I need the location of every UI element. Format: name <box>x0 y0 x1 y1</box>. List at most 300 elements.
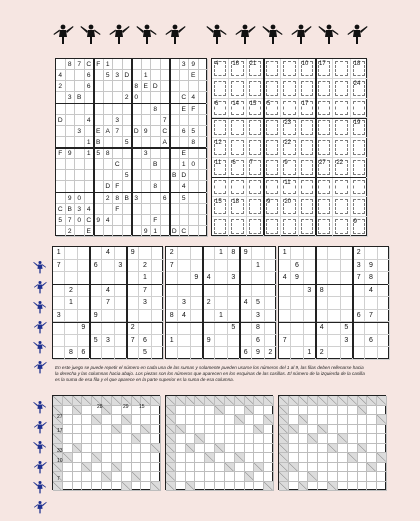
sudoku-cell[interactable] <box>203 310 215 323</box>
sudoku-cell[interactable]: 5 <box>228 322 240 335</box>
kakuro-cell[interactable] <box>254 482 264 492</box>
sudoku-cell[interactable]: 7 <box>166 260 178 273</box>
kakuro-cell[interactable] <box>141 434 151 444</box>
sudoku-cell[interactable] <box>78 260 90 273</box>
sudoku-cell[interactable] <box>191 310 203 323</box>
hex-sudoku-cell[interactable]: 2 <box>104 193 114 204</box>
sudoku-cell[interactable] <box>115 285 127 298</box>
sudoku-cell[interactable] <box>215 260 227 273</box>
kakuro-cell[interactable] <box>195 406 205 416</box>
sudoku-cell[interactable] <box>166 322 178 335</box>
hex-sudoku-cell[interactable] <box>170 159 180 170</box>
kakuro-cell[interactable] <box>82 482 92 492</box>
hex-sudoku-cell[interactable] <box>199 170 209 181</box>
sudoku-cell[interactable] <box>365 297 377 310</box>
sudoku-cell[interactable] <box>78 310 90 323</box>
sudoku-cell[interactable] <box>228 260 240 273</box>
sudoku-cell[interactable]: 4 <box>365 285 377 298</box>
sudoku-cell[interactable] <box>341 297 353 310</box>
kakuro-cell[interactable] <box>254 453 264 463</box>
hex-sudoku-cell[interactable] <box>199 70 209 81</box>
killer-sudoku-cell[interactable] <box>247 217 264 237</box>
kakuro-cell[interactable] <box>289 434 299 444</box>
kakuro-cell[interactable] <box>151 434 161 444</box>
sudoku-cell[interactable]: 7 <box>139 285 151 298</box>
kakuro-cell[interactable] <box>264 453 274 463</box>
sudoku-cell[interactable] <box>316 260 328 273</box>
kakuro-cell[interactable] <box>225 425 235 435</box>
sudoku-cell[interactable] <box>328 247 340 260</box>
hex-sudoku-cell[interactable] <box>66 104 76 115</box>
kakuro-cell[interactable] <box>102 453 112 463</box>
kakuro-cell[interactable] <box>328 472 338 482</box>
kakuro-cell[interactable] <box>358 415 368 425</box>
sudoku-cell[interactable] <box>53 285 65 298</box>
kakuro-cell[interactable] <box>141 444 151 454</box>
hex-sudoku-cell[interactable]: C <box>85 215 95 226</box>
killer-sudoku-cell[interactable] <box>299 118 316 138</box>
sudoku-cell[interactable] <box>279 322 291 335</box>
sudoku-cell[interactable] <box>316 247 328 260</box>
sudoku-cell[interactable] <box>228 297 240 310</box>
sudoku-cell[interactable]: 5 <box>90 335 102 348</box>
sudoku-cell[interactable] <box>102 272 114 285</box>
hex-sudoku-cell[interactable] <box>94 193 104 204</box>
sudoku-cell[interactable] <box>65 310 77 323</box>
sudoku-cell[interactable]: 2 <box>353 247 365 260</box>
sudoku-cell[interactable] <box>127 285 139 298</box>
sudoku-cell[interactable] <box>341 247 353 260</box>
sudoku-cell[interactable] <box>265 322 277 335</box>
hex-sudoku-cell[interactable] <box>151 126 161 137</box>
kakuro-cell[interactable] <box>186 434 196 444</box>
hex-sudoku-cell[interactable]: 5 <box>123 170 133 181</box>
hex-sudoku-cell[interactable]: 9 <box>94 215 104 226</box>
hex-sudoku-cell[interactable] <box>189 215 199 226</box>
sudoku-cell[interactable]: 9 <box>203 335 215 348</box>
hex-sudoku-cell[interactable] <box>104 81 114 92</box>
hex-sudoku-cell[interactable] <box>199 204 209 215</box>
sudoku-cell[interactable]: 3 <box>228 272 240 285</box>
killer-sudoku-cell[interactable] <box>281 79 298 99</box>
kakuro-cell[interactable] <box>264 434 274 444</box>
kakuro-cell[interactable] <box>299 425 309 435</box>
killer-sudoku-cell[interactable] <box>247 118 264 138</box>
sudoku-cell[interactable] <box>78 335 90 348</box>
hex-sudoku-cell[interactable]: F <box>113 204 123 215</box>
killer-sudoku-cell[interactable] <box>229 217 246 237</box>
hex-sudoku-cell[interactable] <box>189 148 199 159</box>
sudoku-cell[interactable]: 3 <box>341 335 353 348</box>
hex-sudoku-cell[interactable]: 9 <box>142 226 152 237</box>
sudoku-cell[interactable] <box>378 247 390 260</box>
kakuro-cell[interactable] <box>141 415 151 425</box>
hex-sudoku-cell[interactable] <box>189 204 199 215</box>
hex-sudoku-cell[interactable]: 4 <box>180 181 190 192</box>
sudoku-cell[interactable] <box>203 322 215 335</box>
kakuro-cell[interactable] <box>186 472 196 482</box>
killer-sudoku-cell[interactable] <box>316 118 333 138</box>
kakuro-cell[interactable] <box>264 406 274 416</box>
hex-sudoku-cell[interactable]: A <box>161 137 171 148</box>
sudoku-cell[interactable]: 4 <box>203 272 215 285</box>
hex-sudoku-cell[interactable] <box>66 115 76 126</box>
killer-sudoku-cell[interactable] <box>316 178 333 198</box>
hex-sudoku-cell[interactable] <box>199 148 209 159</box>
hex-sudoku-cell[interactable]: B <box>66 204 76 215</box>
sudoku-cell[interactable] <box>127 347 139 360</box>
kakuro-cell[interactable] <box>318 415 328 425</box>
kakuro-cell[interactable] <box>151 425 161 435</box>
kakuro-cell[interactable] <box>112 453 122 463</box>
kakuro-cell[interactable] <box>82 472 92 482</box>
hex-sudoku-cell[interactable] <box>94 170 104 181</box>
hex-sudoku-cell[interactable]: B <box>170 170 180 181</box>
kakuro-cell[interactable] <box>215 463 225 473</box>
kakuro-cell[interactable] <box>73 463 83 473</box>
killer-sudoku-cell[interactable] <box>264 59 281 79</box>
sudoku-cell[interactable] <box>265 260 277 273</box>
hex-sudoku-cell[interactable]: 8 <box>151 181 161 192</box>
kakuro-cell[interactable] <box>176 472 186 482</box>
sudoku-cell[interactable] <box>316 335 328 348</box>
sudoku-cell[interactable] <box>127 310 139 323</box>
sudoku-cell[interactable]: 6 <box>90 260 102 273</box>
hex-sudoku-cell[interactable]: 2 <box>123 92 133 103</box>
killer-sudoku-cell[interactable] <box>333 178 350 198</box>
kakuro-cell[interactable] <box>235 406 245 416</box>
kakuro-cell[interactable] <box>235 482 245 492</box>
kakuro-cell[interactable] <box>186 425 196 435</box>
kakuro-cell[interactable] <box>112 415 122 425</box>
sudoku-cell[interactable]: 1 <box>252 260 264 273</box>
sudoku-cell[interactable] <box>191 297 203 310</box>
sudoku-cell[interactable]: 4 <box>102 247 114 260</box>
kakuro-cell[interactable] <box>176 453 186 463</box>
hex-sudoku-cell[interactable]: C <box>180 92 190 103</box>
killer-sudoku-cell[interactable] <box>212 178 229 198</box>
sudoku-cell[interactable] <box>152 335 164 348</box>
killer-sudoku-cell[interactable] <box>351 197 368 217</box>
kakuro-cell[interactable] <box>112 482 122 492</box>
kakuro-cell[interactable] <box>141 482 151 492</box>
hex-sudoku-cell[interactable] <box>180 204 190 215</box>
sudoku-cell[interactable] <box>353 335 365 348</box>
kakuro-cell[interactable] <box>215 472 225 482</box>
kakuro-cell[interactable] <box>82 434 92 444</box>
kakuro-cell[interactable] <box>318 444 328 454</box>
hex-sudoku-cell[interactable]: 9 <box>66 148 76 159</box>
hex-sudoku-cell[interactable] <box>104 115 114 126</box>
sudoku-cell[interactable] <box>191 347 203 360</box>
kakuro-cell[interactable] <box>264 463 274 473</box>
sudoku-cell[interactable]: 7 <box>279 335 291 348</box>
kakuro-cell[interactable] <box>73 453 83 463</box>
sudoku-cell[interactable]: 2 <box>316 347 328 360</box>
hex-sudoku-cell[interactable] <box>113 104 123 115</box>
sudoku-cell[interactable] <box>152 347 164 360</box>
hex-sudoku-cell[interactable] <box>66 81 76 92</box>
sudoku-cell[interactable] <box>178 335 190 348</box>
kakuro-cell[interactable] <box>195 425 205 435</box>
hex-sudoku-cell[interactable] <box>189 81 199 92</box>
sudoku-cell[interactable] <box>365 322 377 335</box>
killer-sudoku-cell[interactable] <box>229 118 246 138</box>
kakuro-cell[interactable] <box>318 453 328 463</box>
sudoku-cell[interactable] <box>203 347 215 360</box>
hex-sudoku-cell[interactable] <box>142 104 152 115</box>
sudoku-cell[interactable]: 8 <box>365 272 377 285</box>
sudoku-cell[interactable] <box>291 347 303 360</box>
killer-sudoku-cell[interactable] <box>299 197 316 217</box>
kakuro-cell[interactable] <box>308 406 318 416</box>
hex-sudoku-cell[interactable] <box>151 59 161 70</box>
hex-sudoku-cell[interactable] <box>170 81 180 92</box>
kakuro-cell[interactable] <box>102 482 112 492</box>
killer-sudoku-cell[interactable] <box>351 158 368 178</box>
kakuro-cell[interactable] <box>289 482 299 492</box>
kakuro-cell[interactable] <box>254 434 264 444</box>
sudoku-cell[interactable] <box>316 310 328 323</box>
kakuro-cell[interactable] <box>308 444 318 454</box>
sudoku-cell[interactable] <box>53 322 65 335</box>
hex-sudoku-cell[interactable]: 3 <box>75 126 85 137</box>
sudoku-cell[interactable] <box>353 322 365 335</box>
kakuro-cell[interactable] <box>328 415 338 425</box>
kakuro-cell[interactable] <box>338 415 348 425</box>
hex-sudoku-cell[interactable]: 3 <box>66 92 76 103</box>
kakuro-cell[interactable] <box>348 415 358 425</box>
hex-sudoku-cell[interactable] <box>94 104 104 115</box>
hex-sudoku-cell[interactable] <box>75 104 85 115</box>
kakuro-cell[interactable] <box>308 453 318 463</box>
kakuro-cell[interactable] <box>348 463 358 473</box>
hex-sudoku-cell[interactable]: 8 <box>113 193 123 204</box>
killer-sudoku-cell[interactable] <box>333 59 350 79</box>
sudoku-cell[interactable] <box>240 310 252 323</box>
killer-sudoku-cell[interactable] <box>212 79 229 99</box>
sudoku-cell[interactable] <box>166 272 178 285</box>
kakuro-cell[interactable] <box>225 482 235 492</box>
sudoku-cell[interactable]: 6 <box>291 260 303 273</box>
hex-sudoku-cell[interactable]: E <box>189 70 199 81</box>
hex-sudoku-cell[interactable] <box>104 170 114 181</box>
hex-sudoku-cell[interactable]: F <box>56 148 66 159</box>
sudoku-cell[interactable]: 4 <box>240 297 252 310</box>
hex-sudoku-cell[interactable] <box>104 204 114 215</box>
sudoku-cell[interactable] <box>178 260 190 273</box>
sudoku-cell[interactable]: 9 <box>90 310 102 323</box>
sudoku-cell[interactable] <box>353 347 365 360</box>
hex-sudoku-cell[interactable] <box>199 115 209 126</box>
kakuro-cell[interactable] <box>102 444 112 454</box>
sudoku-cell[interactable] <box>304 260 316 273</box>
hex-sudoku-cell[interactable] <box>199 126 209 137</box>
hex-sudoku-cell[interactable] <box>75 115 85 126</box>
kakuro-cell[interactable] <box>377 434 387 444</box>
sudoku-cell[interactable]: 2 <box>139 260 151 273</box>
hex-sudoku-cell[interactable]: 8 <box>66 59 76 70</box>
kakuro-cell[interactable] <box>186 406 196 416</box>
kakuro-cell[interactable] <box>63 482 73 492</box>
hex-sudoku-cell[interactable] <box>56 170 66 181</box>
sudoku-cell[interactable]: 3 <box>353 260 365 273</box>
hex-sudoku-cell[interactable] <box>199 81 209 92</box>
kakuro-cell[interactable] <box>367 453 377 463</box>
sudoku-cell[interactable] <box>102 322 114 335</box>
kakuro-cell[interactable] <box>235 425 245 435</box>
sudoku-cell[interactable] <box>341 310 353 323</box>
hex-sudoku-cell[interactable]: D <box>123 70 133 81</box>
kakuro-cell[interactable] <box>112 434 122 444</box>
sudoku-cell[interactable] <box>341 285 353 298</box>
hex-sudoku-cell[interactable] <box>170 126 180 137</box>
killer-sudoku-cell[interactable] <box>316 217 333 237</box>
sudoku-cell[interactable] <box>304 322 316 335</box>
hex-sudoku-cell[interactable] <box>142 115 152 126</box>
kakuro-cell[interactable] <box>348 406 358 416</box>
hex-sudoku-cell[interactable] <box>189 170 199 181</box>
kakuro-cell[interactable] <box>235 463 245 473</box>
hex-sudoku-cell[interactable] <box>170 104 180 115</box>
killer-sudoku-cell[interactable] <box>316 79 333 99</box>
killer-sudoku-cell[interactable] <box>247 138 264 158</box>
hex-sudoku-cell[interactable]: 5 <box>104 70 114 81</box>
hex-sudoku-cell[interactable] <box>66 70 76 81</box>
hex-sudoku-cell[interactable] <box>75 226 85 237</box>
sudoku-cell[interactable] <box>152 297 164 310</box>
hex-sudoku-cell[interactable] <box>170 59 180 70</box>
kakuro-cell[interactable] <box>367 444 377 454</box>
hex-sudoku-cell[interactable]: 3 <box>142 148 152 159</box>
sudoku-cell[interactable]: 7 <box>53 260 65 273</box>
hex-sudoku-cell[interactable]: 5 <box>123 137 133 148</box>
kakuro-cell[interactable] <box>73 434 83 444</box>
kakuro-cell[interactable] <box>112 472 122 482</box>
hex-sudoku-cell[interactable]: 1 <box>104 59 114 70</box>
sudoku-cell[interactable] <box>341 272 353 285</box>
kakuro-cell[interactable] <box>225 444 235 454</box>
sudoku-cell[interactable]: 8 <box>228 247 240 260</box>
kakuro-cell[interactable] <box>205 434 215 444</box>
sudoku-cell[interactable] <box>215 297 227 310</box>
kakuro-cell[interactable] <box>92 425 102 435</box>
hex-sudoku-cell[interactable] <box>132 70 142 81</box>
hex-sudoku-cell[interactable] <box>199 59 209 70</box>
sudoku-cell[interactable] <box>291 322 303 335</box>
kakuro-cell[interactable] <box>377 425 387 435</box>
hex-sudoku-cell[interactable]: B <box>75 92 85 103</box>
kakuro-cell[interactable] <box>254 406 264 416</box>
hex-sudoku-cell[interactable] <box>132 159 142 170</box>
sudoku-cell[interactable]: 6 <box>365 335 377 348</box>
sudoku-cell[interactable] <box>152 310 164 323</box>
hex-sudoku-cell[interactable] <box>189 115 199 126</box>
sudoku-cell[interactable] <box>328 272 340 285</box>
sudoku-cell[interactable] <box>90 247 102 260</box>
hex-sudoku-cell[interactable]: 2 <box>56 81 66 92</box>
sudoku-cell[interactable] <box>78 272 90 285</box>
kakuro-cell[interactable] <box>102 425 112 435</box>
kakuro-cell[interactable] <box>377 463 387 473</box>
kakuro-cell[interactable] <box>186 453 196 463</box>
killer-sudoku-cell[interactable] <box>333 197 350 217</box>
kakuro-cell[interactable] <box>338 472 348 482</box>
kakuro-cell[interactable] <box>358 425 368 435</box>
killer-sudoku-cell[interactable] <box>351 99 368 119</box>
killer-sudoku-cell[interactable] <box>264 158 281 178</box>
killer-sudoku-cell[interactable] <box>316 197 333 217</box>
sudoku-cell[interactable] <box>378 335 390 348</box>
hex-sudoku-cell[interactable]: 7 <box>75 59 85 70</box>
kakuro-cell[interactable] <box>195 453 205 463</box>
killer-sudoku-cell[interactable] <box>316 138 333 158</box>
hex-sudoku-cell[interactable] <box>189 226 199 237</box>
hex-sudoku-cell[interactable] <box>180 70 190 81</box>
killer-sudoku-cell[interactable] <box>299 158 316 178</box>
hex-sudoku-cell[interactable]: D <box>170 226 180 237</box>
sudoku-cell[interactable]: 4 <box>279 272 291 285</box>
hex-sudoku-cell[interactable] <box>151 170 161 181</box>
sudoku-cell[interactable] <box>90 322 102 335</box>
hex-sudoku-cell[interactable] <box>142 193 152 204</box>
hex-sudoku-cell[interactable]: C <box>85 59 95 70</box>
kakuro-cell[interactable] <box>235 434 245 444</box>
hex-sudoku-cell[interactable]: 6 <box>85 70 95 81</box>
hex-sudoku-cell[interactable] <box>56 226 66 237</box>
kakuro-cell[interactable] <box>299 406 309 416</box>
hex-sudoku-cell[interactable]: C <box>113 159 123 170</box>
sudoku-cell[interactable] <box>316 297 328 310</box>
killer-sudoku-cell[interactable] <box>299 79 316 99</box>
killer-sudoku-cell[interactable] <box>247 79 264 99</box>
hex-sudoku-cell[interactable]: 5 <box>180 193 190 204</box>
sudoku-cell[interactable] <box>240 285 252 298</box>
sudoku-cell[interactable] <box>115 347 127 360</box>
hex-sudoku-cell[interactable]: 8 <box>189 137 199 148</box>
sudoku-cell[interactable] <box>240 335 252 348</box>
kakuro-cell[interactable] <box>151 406 161 416</box>
hex-sudoku-cell[interactable] <box>56 126 66 137</box>
sudoku-cell[interactable] <box>291 310 303 323</box>
hex-sudoku-cell[interactable] <box>132 148 142 159</box>
hex-sudoku-cell[interactable]: 8 <box>151 104 161 115</box>
hex-sudoku-cell[interactable]: D <box>56 115 66 126</box>
kakuro-cell[interactable] <box>289 406 299 416</box>
sudoku-cell[interactable]: 2 <box>65 285 77 298</box>
sudoku-cell[interactable] <box>152 260 164 273</box>
kakuro-cell[interactable] <box>205 482 215 492</box>
kakuro-cell[interactable] <box>141 463 151 473</box>
sudoku-cell[interactable] <box>265 335 277 348</box>
kakuro-cell[interactable] <box>348 434 358 444</box>
kakuro-cell[interactable] <box>225 415 235 425</box>
hex-sudoku-cell[interactable]: B <box>151 159 161 170</box>
kakuro-cell[interactable] <box>254 472 264 482</box>
sudoku-cell[interactable] <box>291 297 303 310</box>
killer-sudoku-cell[interactable] <box>264 178 281 198</box>
kakuro-cell[interactable] <box>377 444 387 454</box>
hex-sudoku-cell[interactable] <box>180 81 190 92</box>
kakuro-cell[interactable] <box>299 444 309 454</box>
hex-sudoku-cell[interactable]: E <box>180 148 190 159</box>
kakuro-cell[interactable] <box>92 444 102 454</box>
sudoku-cell[interactable]: 9 <box>127 247 139 260</box>
hex-sudoku-cell[interactable]: 1 <box>85 148 95 159</box>
kakuro-cell[interactable] <box>195 463 205 473</box>
sudoku-cell[interactable]: 2 <box>265 347 277 360</box>
kakuro-cell[interactable] <box>299 472 309 482</box>
